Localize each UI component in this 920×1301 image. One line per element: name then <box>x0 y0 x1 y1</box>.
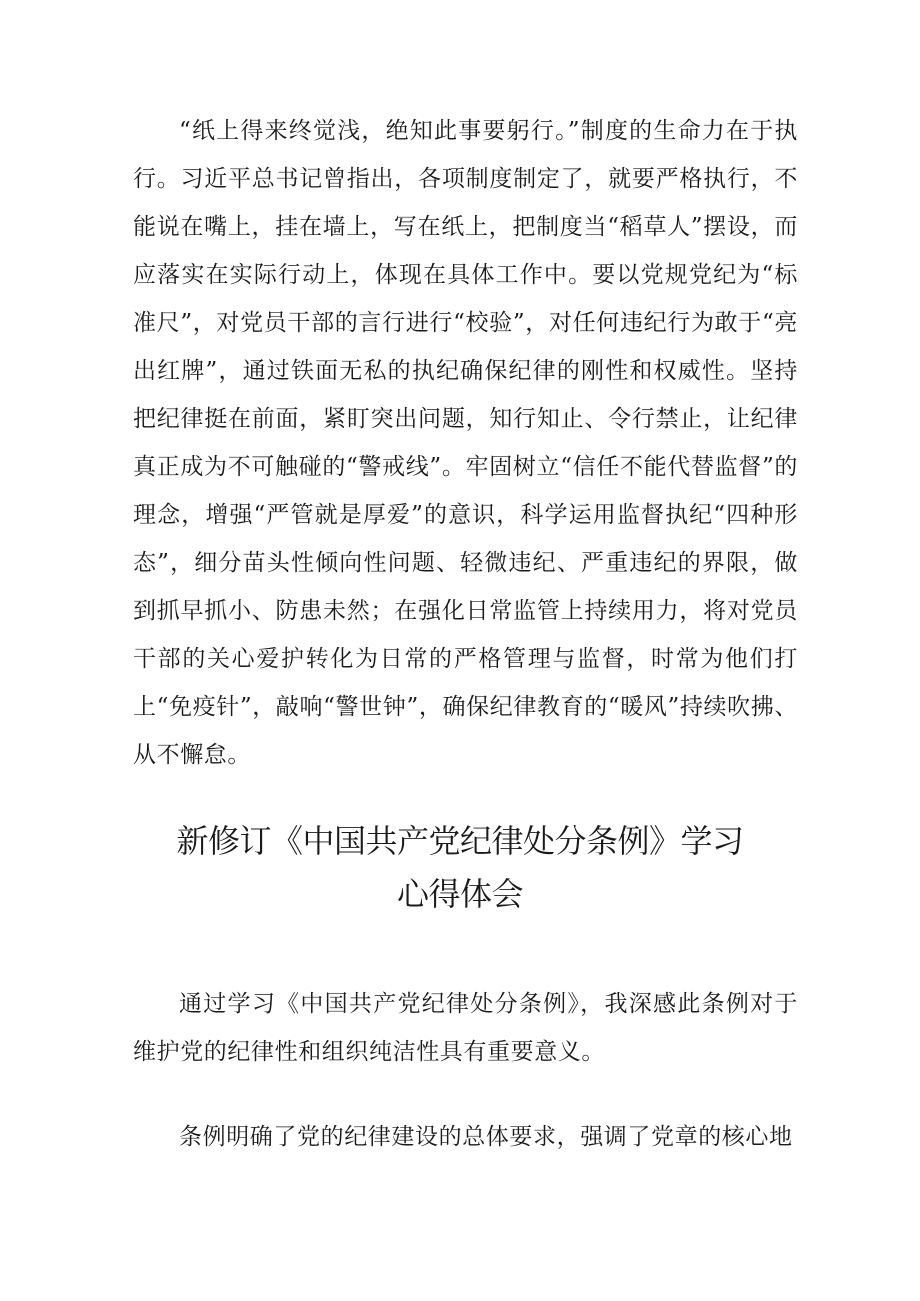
body-paragraph-2: 通过学习《中国共产党纪律处分条例》，我深感此条例对于维护党的纪律性和组织纯洁性具有重要意义。 <box>133 991 798 1065</box>
section-title-line-1: 新修订《中国共产党纪律处分条例》学习 <box>176 822 744 860</box>
section-title-line-2: 心得体会 <box>396 875 523 913</box>
body-paragraph-3: 条例明确了党的纪律建设的总体要求，强调了党章的核心地 <box>179 1124 793 1150</box>
body-paragraph-1: “纸上得来终觉浅，绝知此事要躬行。”制度的生命力在于执行。习近平总书记曾指出，各项制度制定了，就要严格执行，不能说在嘴上，挂在墙上，写在纸上，把制度当“稻草人”摆设，而应落实在实际行动上，体现在具体工作中。要以党规党纪为“标准尺”，对党员干部的言行进行“校验”，对任何违纪行为敢于“亮出红牌”，通过铁面无私的执纪确保纪律的刚性和权威性。坚持把纪律挺在前面，紧盯突出问题，知行知止、令行禁止，让纪律真正成为不可触碰的“警戒线”。牢固树立“信任不能代替监督”的理念，增强“严管就是厚爱”的意识，科学运用监督执纪“四种形态”，细分苗头性倾向性问题、轻微违纪、严重违纪的界限，做到抓早抓小、防患未然；在强化日常监管上持续用力，将对党员干部的关心爱护转化为日常的严格管理与监督，时常为他们打上“免疫针”，敲响“警世钟”，确保纪律教育的“暖风”持续吹拂、从不懈怠。 <box>133 118 798 768</box>
section-title <box>110 815 810 921</box>
